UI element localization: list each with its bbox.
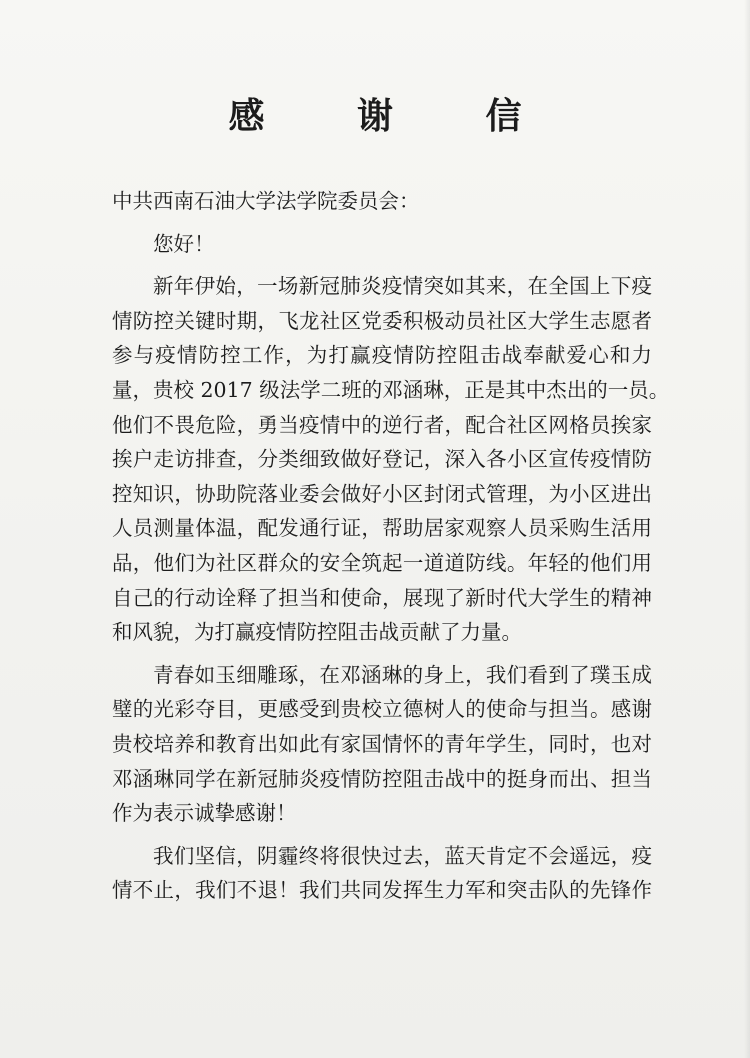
paragraph-line: 自己的行动诠释了担当和使命，展现了新时代大学生的精神: [112, 585, 652, 610]
paragraph-line: 和风貌，为打赢疫情防控阻击战贡献了力量。: [112, 620, 522, 645]
paragraph-line: 青春如玉细雕琢，在邓涵琳的身上，我们看到了璞玉成: [153, 662, 652, 687]
paragraph-line: 人员测量体温，配发通行证，帮助居家观察人员采购生活用: [112, 516, 652, 541]
paragraph-line: 我们坚信，阴霾终将很快过去，蓝天肯定不会遥远，疫: [153, 843, 652, 868]
salutation: 中共西南石油大学法学院委员会：: [112, 189, 420, 213]
paragraph-line: 邓涵琳同学在新冠肺炎疫情防控阻击战中的挺身而出、担当: [112, 766, 652, 791]
paragraph-line: 璧的光彩夺目，更感受到贵校立德树人的使命与担当。感谢: [112, 697, 652, 722]
page-edge-shadow: [744, 0, 750, 1058]
paragraph-line: 作为表示诚挚感谢！: [112, 801, 297, 826]
paragraph-line: 情防控关键时期，飞龙社区党委积极动员社区大学生志愿者: [112, 308, 652, 333]
paragraph-line: 量，贵校 2017 级法学二班的邓涵琳，正是其中杰出的一员。: [112, 377, 670, 402]
paragraph-line: 参与疫情防控工作，为打赢疫情防控阻击战奉献爱心和力: [112, 343, 652, 368]
paragraph-line: 他们不畏危险，勇当疫情中的逆行者，配合社区网格员挨家: [112, 412, 652, 437]
paragraph-line: 情不止，我们不退！我们共同发挥生力军和突击队的先锋作: [112, 878, 652, 903]
greeting: 您好！: [153, 231, 215, 256]
letter-title: 感 谢 信: [228, 95, 562, 137]
paragraph-line: 新年伊始，一场新冠肺炎疫情突如其来，在全国上下疫: [153, 274, 652, 299]
paragraph-line: 挨户走访排查，分类细致做好登记，深入各小区宣传疫情防: [112, 447, 652, 472]
paragraph-line: 控知识，协助院落业委会做好小区封闭式管理，为小区进出: [112, 481, 652, 506]
paragraph-line: 贵校培养和教育出如此有家国情怀的青年学生，同时，也对: [112, 731, 652, 756]
letter-body: [112, 184, 670, 908]
paragraph-line: 品，他们为社区群众的安全筑起一道道防线。年轻的他们用: [112, 550, 652, 575]
